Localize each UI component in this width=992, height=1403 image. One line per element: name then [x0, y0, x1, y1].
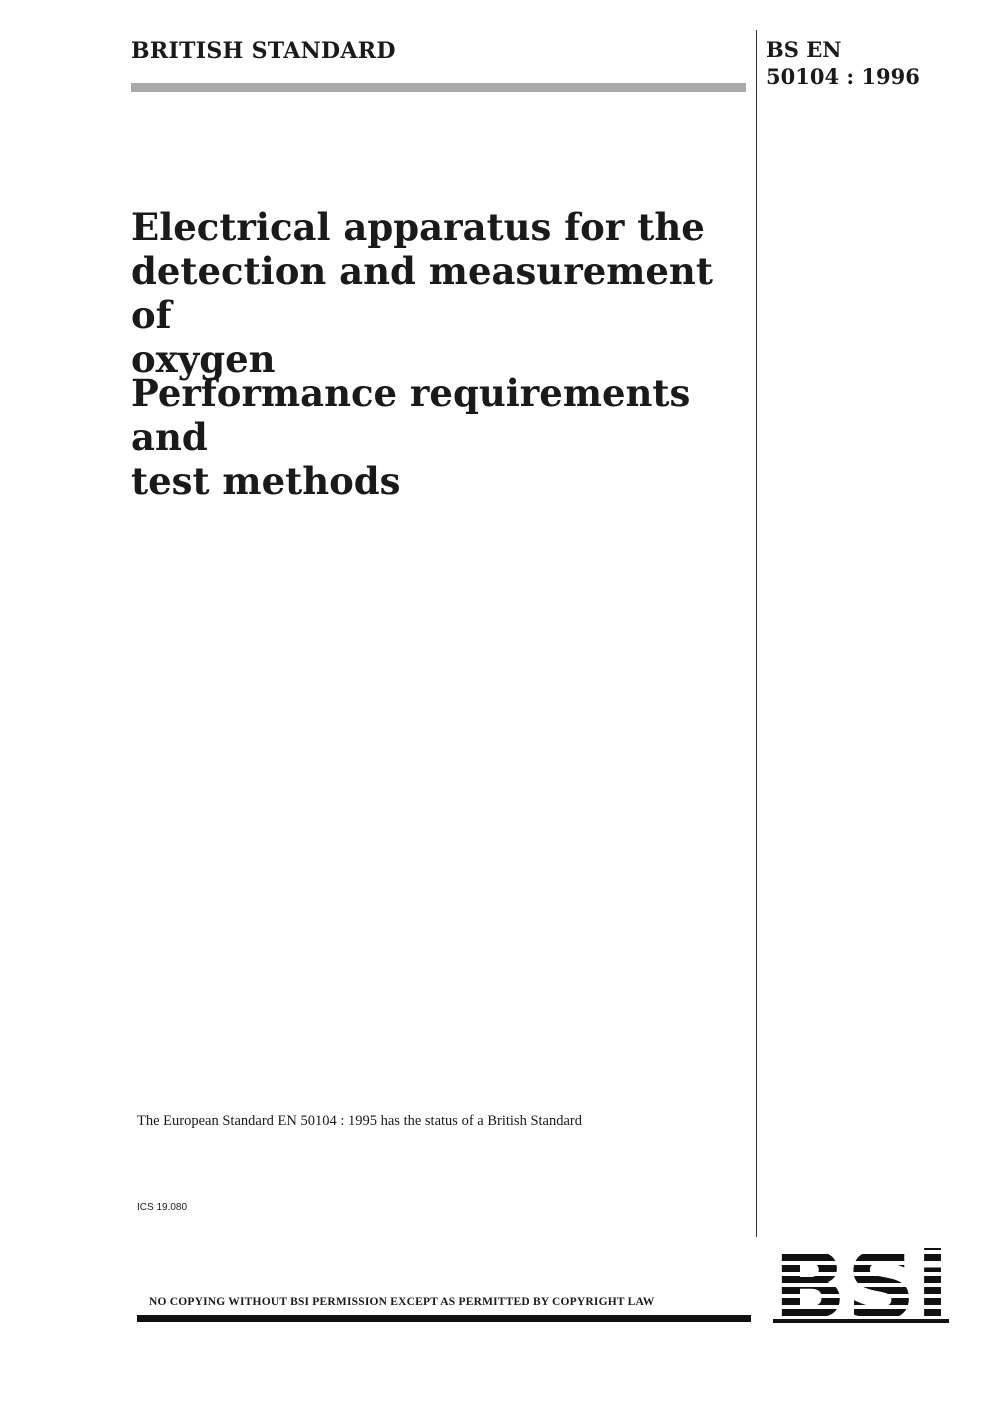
- header-rule: [131, 83, 746, 92]
- title-line1: Electrical apparatus for the: [131, 205, 705, 249]
- ics-code: ICS 19.080: [137, 1202, 188, 1213]
- vertical-divider: [756, 30, 757, 1237]
- title-line3: oxygen: [131, 337, 276, 381]
- standard-number: [766, 36, 920, 90]
- header-series-label: BRITISH STANDARD: [131, 38, 396, 64]
- title-line2: detection and measurement of: [131, 249, 713, 337]
- copyright-notice: NO COPYING WITHOUT BSI PERMISSION EXCEPT AS PERMITTED BY COPYRIGHT LAW: [149, 1296, 655, 1308]
- standard-number-line1: BS EN: [766, 37, 842, 62]
- standard-number-line2: 50104 : 1996: [766, 64, 920, 89]
- bsi-logo: [773, 1243, 949, 1323]
- document-title: [131, 205, 746, 381]
- subtitle-line1: Performance requirements and: [131, 371, 691, 459]
- status-statement: The European Standard EN 50104 : 1995 has the status of a British Standard: [137, 1113, 582, 1129]
- bottom-rule: [137, 1315, 751, 1322]
- document-subtitle: [131, 371, 751, 503]
- subtitle-line2: test methods: [131, 459, 401, 503]
